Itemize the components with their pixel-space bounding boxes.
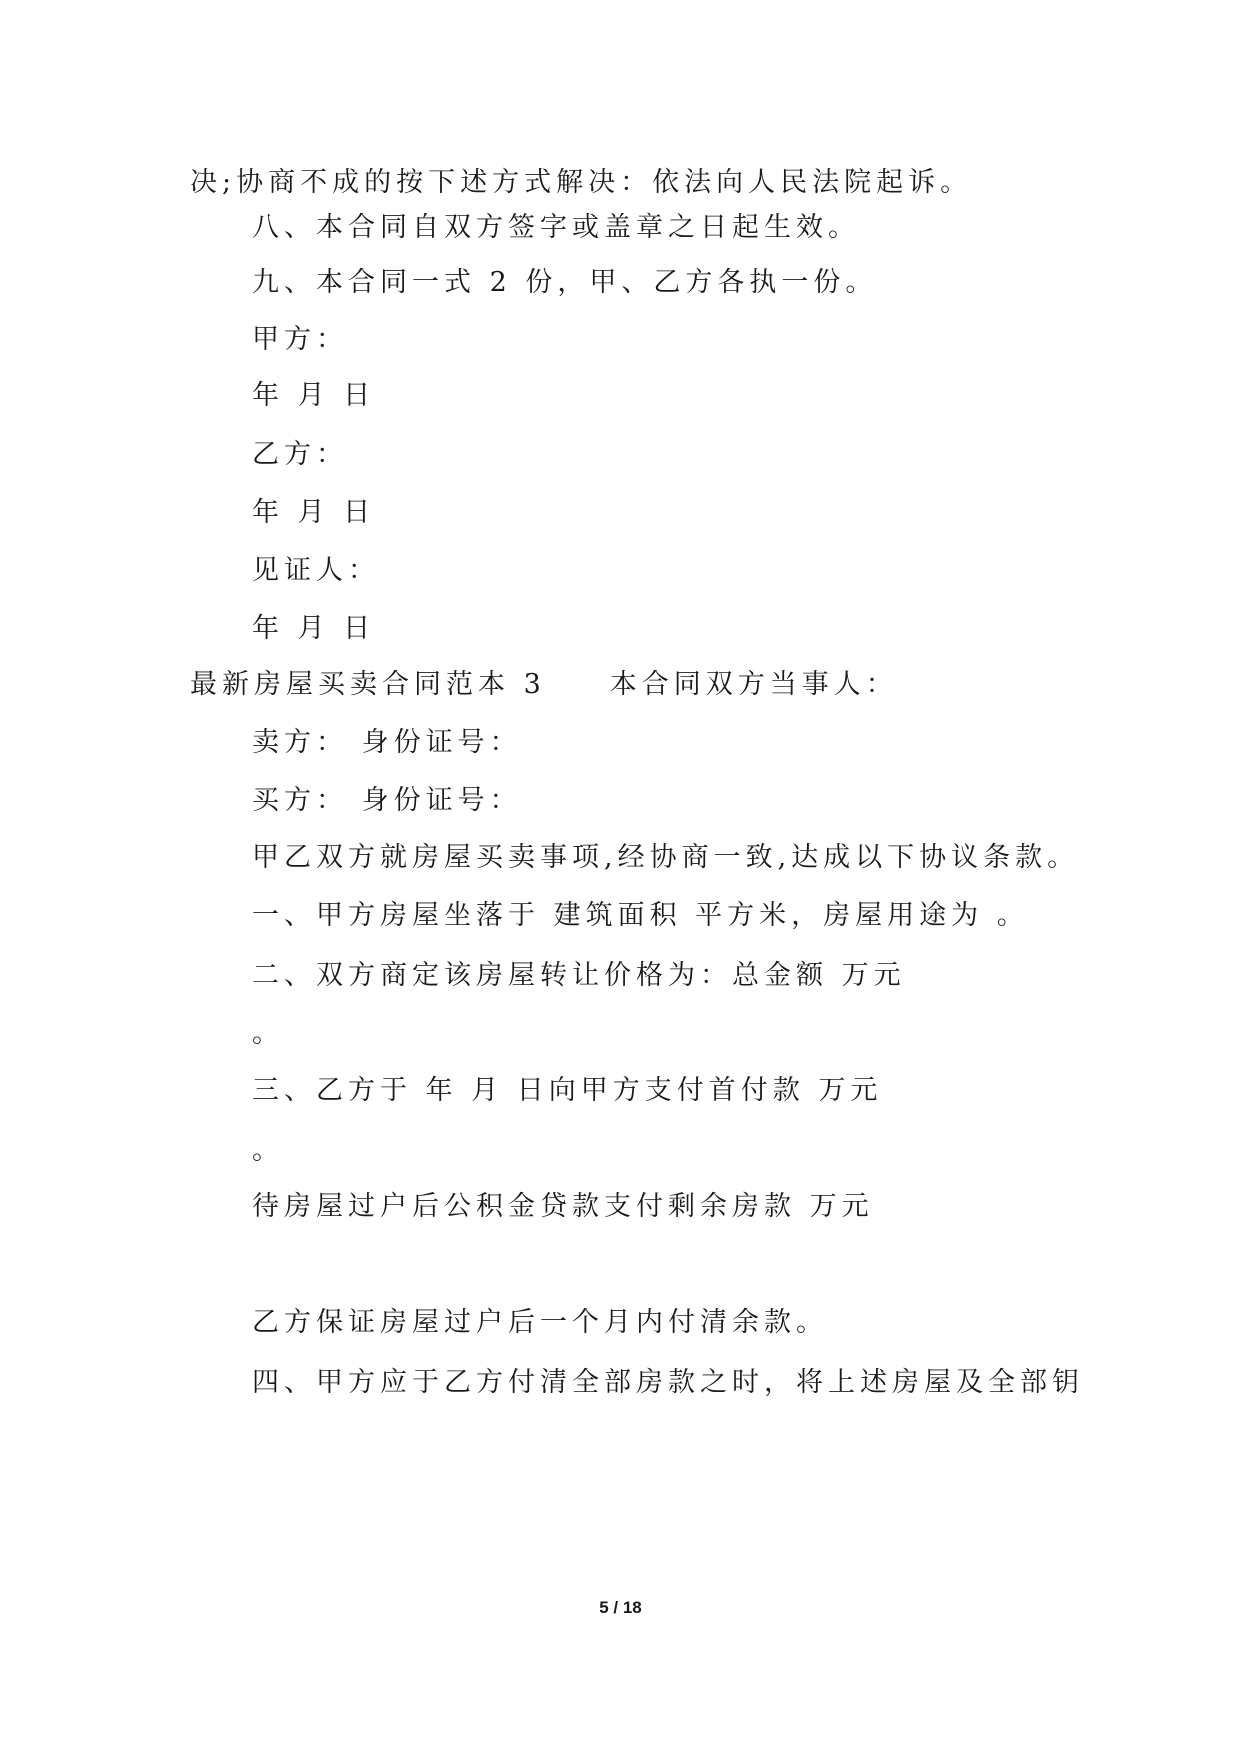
date-line: 年 月 日 (252, 380, 376, 411)
page-number: 5 / 18 (599, 1598, 642, 1617)
text-line: 决;协商不成的按下述方式解决：依法向人民法院起诉。 (190, 167, 973, 198)
text-line: 见证人： (252, 555, 380, 586)
text-line: 二、双方商定该房屋转让价格为：总金额 万元 (252, 960, 906, 991)
text-line: 待房屋过户后公积金贷款支付剩余房款 万元 (252, 1191, 874, 1222)
text-line: 四、甲方应于乙方付清全部房款之时，将上述房屋及全部钥 (252, 1367, 1084, 1398)
date-line: 年 月 日 (252, 497, 376, 528)
text-line: 乙方保证房屋过户后一个月内付清余款。 (252, 1307, 828, 1338)
text-line: 三、乙方于 年 月 日向甲方支付首付款 万元 (252, 1075, 883, 1106)
text-line: 卖方： 身份证号： (252, 727, 522, 758)
section-heading: 最新房屋买卖合同范本 3 本合同双方当事人： (190, 669, 898, 700)
text-line: 八、本合同自双方签字或盖章之日起生效。 (252, 212, 860, 243)
text-line: 一、甲方房屋坐落于 建筑面积 平方米，房屋用途为 。 (252, 900, 1029, 931)
text-line: 甲方： (252, 324, 348, 355)
text-line: 乙方： (252, 439, 348, 470)
text-line: 买方： 身份证号： (252, 785, 522, 816)
text-line: 九、本合同一式 2 份，甲、乙方各执一份。 (252, 267, 878, 298)
date-line: 年 月 日 (252, 613, 376, 644)
text-line: 。 (252, 1018, 284, 1049)
text-line: 。 (252, 1135, 284, 1166)
text-line: 甲乙双方就房屋买卖事项,经协商一致,达成以下协议条款。 (252, 842, 1080, 873)
